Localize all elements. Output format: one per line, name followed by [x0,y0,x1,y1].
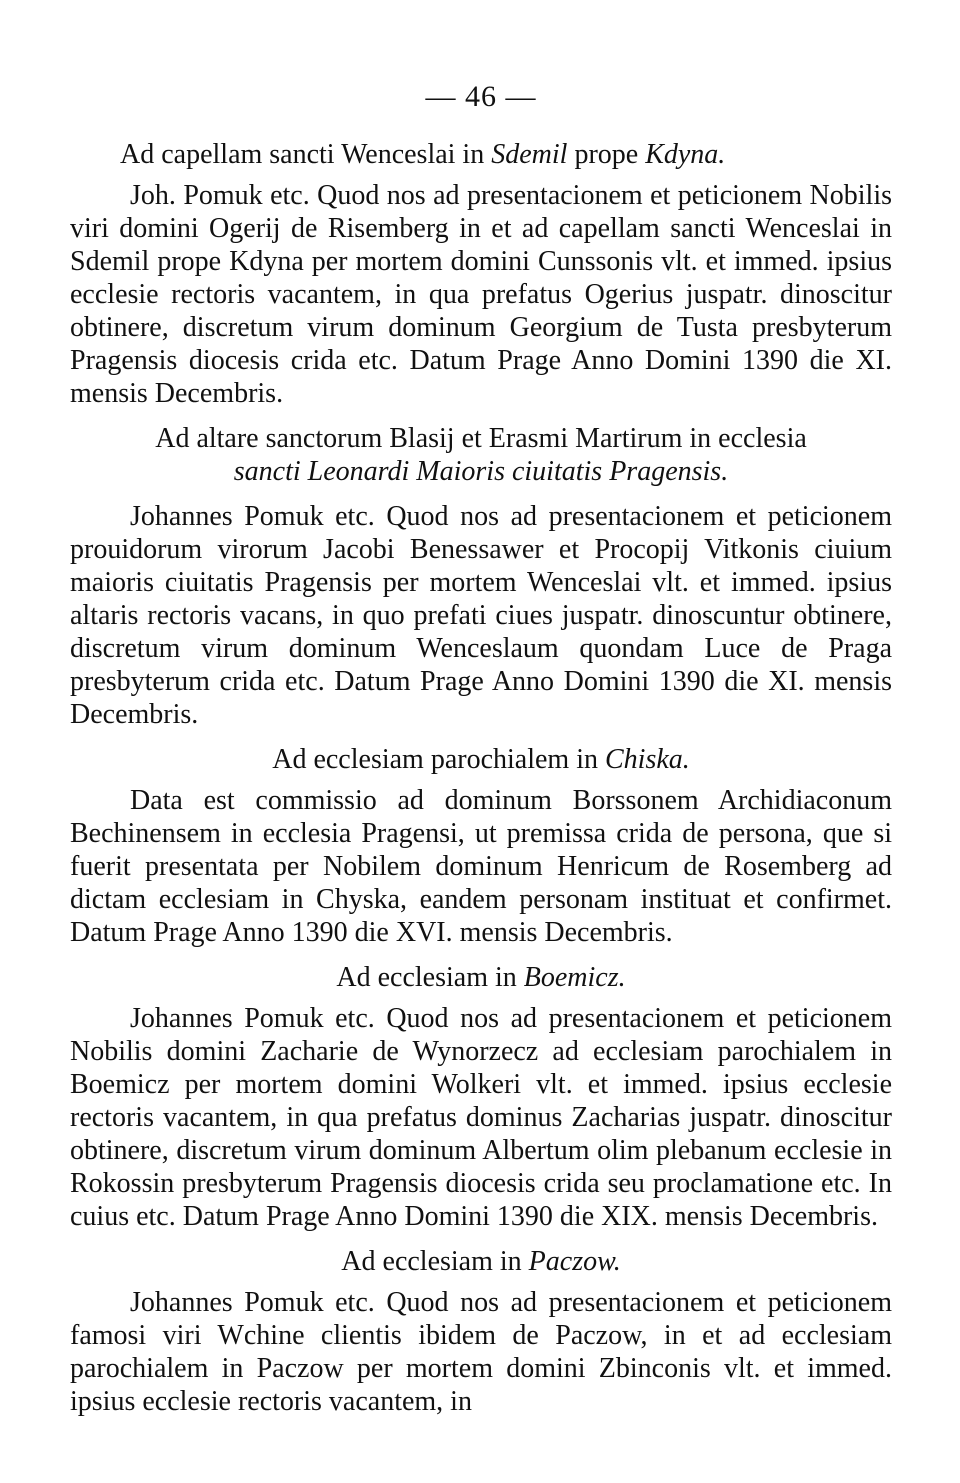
section-paragraph: Johannes Pomuk etc. Quod nos ad presentacionem et peticionem famosi viri Wchine clientis ibidem de Paczow, in et ad ecclesiam parochialem in Paczow per mortem domini Zbinconis vlt. et immed. ipsius ecclesie rectoris vacantem, in [70,1287,892,1417]
heading-text: Ad ecclesiam parochialem in [272,744,605,775]
heading-text: Ad capellam sancti Wenceslai in [120,139,492,170]
document-page [70,80,892,1428]
section-heading: Ad altare sanctorum Blasij et Erasmi Martirum in ecclesia [155,423,807,454]
section-heading [70,743,892,776]
section-heading [70,961,892,994]
heading-text: prope [567,139,646,170]
heading-italic: Chiska. [604,744,690,775]
section-heading-line2: sancti Leonardi Maioris ciuitatis Pragensis. [233,456,729,487]
section-heading [70,138,892,171]
section-heading [70,1245,892,1278]
page-number: — 46 — [425,80,537,113]
section-paragraph: Johannes Pomuk etc. Quod nos ad presentacionem et peticionem prouidorum virorum Jacobi Benessawer et Procopij Vitkonis ciuium maioris ciuitatis Pragensis per mortem Wenceslai vlt. et immed. ipsius altaris rectoris vacans, in quo prefati ciues juspatr. dinoscuntur obtinere, discretum virum dominum Wenceslaum quondam Luce de Praga presbyterum crida etc. Datum Prage Anno Domini 1390 die XI. mensis Decembris. [70,501,892,730]
heading-italic: Kdyna. [645,139,726,170]
section-paragraph: Joh. Pomuk etc. Quod nos ad presentacionem et peticionem Nobilis viri domini Ogerij de Risemberg in et ad capellam sancti Wenceslai in Sdemil prope Kdyna per mortem domini Cunssonis vlt. et immed. ipsius ecclesie rectoris vacantem, in qua prefatus Ogerius juspatr. dinoscitur obtinere, discretum virum dominum Georgium de Tusta presbyterum Pragensis diocesis crida etc. Datum Prage Anno Domini 1390 die XI. mensis Decembris. [70,180,892,409]
heading-text: Ad ecclesiam in [336,962,524,993]
heading-italic: Sdemil [491,139,568,170]
heading-text: Ad ecclesiam in [341,1246,529,1277]
heading-italic: Boemicz. [523,962,626,993]
section-paragraph: Data est commissio ad dominum Borssonem Archidiaconum Bechinensem in ecclesia Pragensi, ut premissa crida de persona, que si fuerit presentata per Nobilem dominum Henricum de Rosemberg ad dictam ecclesiam in Chyska, eandem personam instituat et confirmet. Datum Prage Anno 1390 die XVI. mensis Decembris. [70,785,892,948]
section-paragraph: Johannes Pomuk etc. Quod nos ad presentacionem et peticionem Nobilis domini Zacharie de Wynorzecz ad ecclesiam parochialem in Boemicz per mortem domini Wolkeri vlt. et immed. ipsius ecclesie rectoris vacantem, in qua prefatus dominus Zacharias juspatr. dinoscitur obtinere, discretum virum dominum Albertum olim plebanum ecclesie in Rokossin presbyterum Pragensis diocesis crida seu proclamatione etc. In cuius etc. Datum Prage Anno Domini 1390 die XIX. mensis Decembris. [70,1003,892,1232]
heading-italic: Paczow. [528,1246,621,1277]
